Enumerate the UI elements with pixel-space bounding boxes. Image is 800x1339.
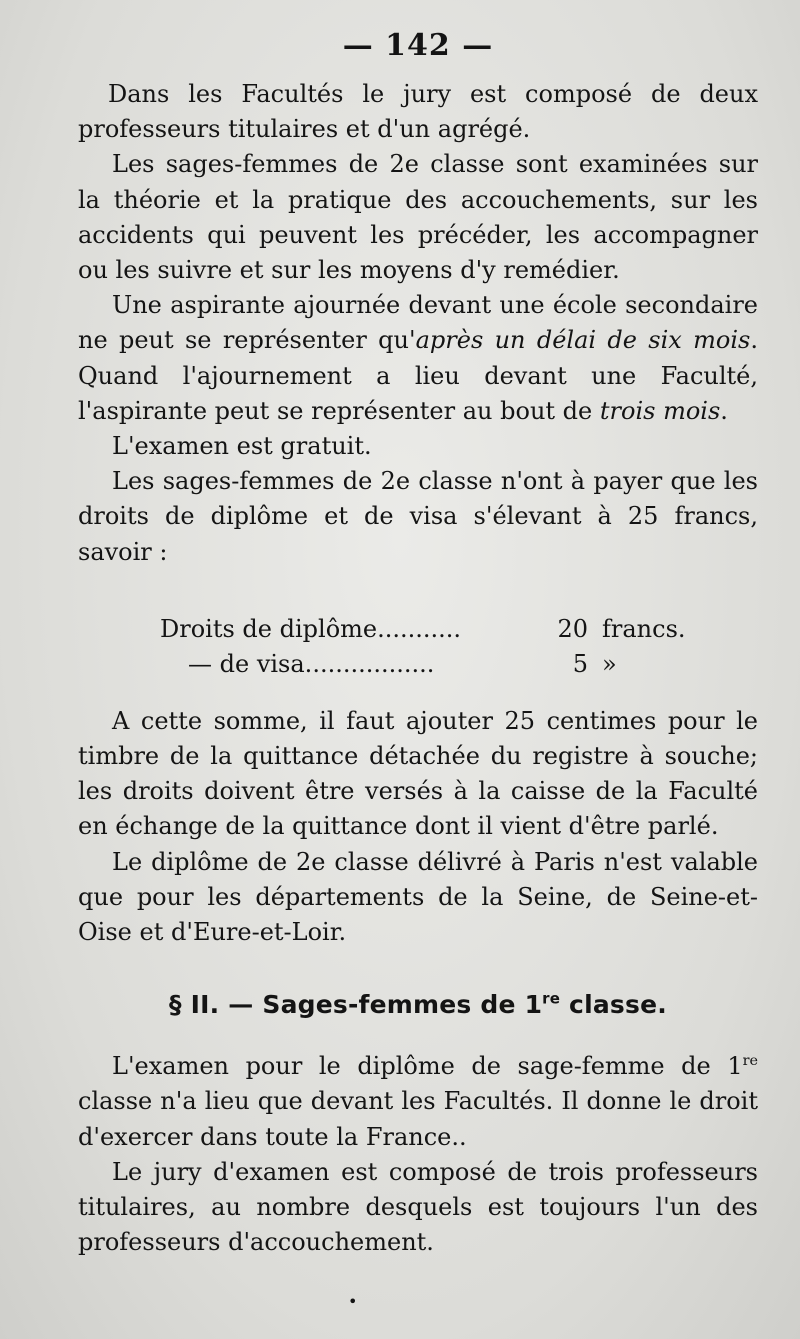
superscript: re xyxy=(742,1053,758,1070)
paragraph-validite-diplome: Le diplôme de 2e classe délivré à Paris n'est valable que pour les départements de la Seine, de Seine-et-Oise et d'Eure-et-Loir. xyxy=(78,847,758,947)
footer-mark: • xyxy=(348,1292,358,1311)
text-segment: . xyxy=(720,396,728,425)
paragraph-examen-premiere-classe xyxy=(78,1049,758,1155)
fee-unit: francs. xyxy=(602,614,686,643)
fee-amount: 5 xyxy=(572,649,588,678)
heading-text: § II. — Sages-femmes de 1 xyxy=(169,990,543,1020)
paragraph-jury-facultes: Dans les Facultés le jury est composé de deux professeurs titulaires et d'un agrégé. xyxy=(78,80,758,144)
paragraph-gratuit: L'examen est gratuit. xyxy=(112,432,372,461)
fee-label: Droits de diplôme........... xyxy=(160,614,462,643)
page-number: — 142 — xyxy=(342,28,494,63)
fee-table xyxy=(78,612,758,682)
text-segment: . Quand l'ajournement a lieu devant une Faculté, l'aspirante peut se représenter au bout de xyxy=(78,326,758,425)
paragraph-ajournement xyxy=(78,288,758,429)
italic-delay-six-months: après un délai de six mois xyxy=(415,326,751,355)
text-segment: L'examen pour le diplôme de sage-femme de 1 xyxy=(112,1052,743,1081)
text-segment: classe n'a lieu que devant les Facultés. Il donne le droit d'exercer dans toute la France.. xyxy=(78,1087,758,1151)
fee-label: — de visa................. xyxy=(188,649,435,678)
fee-row-visa xyxy=(78,647,758,682)
section-heading xyxy=(78,990,758,1019)
paragraph-examen-contenu: Les sages-femmes de 2e classe sont examinées sur la théorie et la pratique des accouchements, sur les accidents qui peuvent les précéder, les accompagner ou les suivre et sur les moyens d'y remédier. xyxy=(78,150,758,285)
heading-superscript: re xyxy=(542,989,561,1008)
fee-amount: 20 xyxy=(557,614,588,643)
heading-text: classe. xyxy=(560,990,667,1020)
fee-row-diplome xyxy=(78,612,758,647)
italic-three-months: trois mois xyxy=(599,396,721,425)
fee-unit: » xyxy=(602,649,617,678)
paragraph-droits: Les sages-femmes de 2e classe n'ont à payer que les droits de diplôme et de visa s'élevant à 25 francs, savoir : xyxy=(78,467,758,566)
paragraph-jury-premiere-classe: Le jury d'examen est composé de trois professeurs titulaires, au nombre desquels est toujours l'un des professeurs d'accouchement. xyxy=(78,1157,758,1257)
text-segment: Une aspirante ajournée devant une école secondaire ne peut se représenter qu' xyxy=(78,291,758,355)
paragraph-timbre: A cette somme, il faut ajouter 25 centimes pour le timbre de la quittance détachée du registre à souche; les droits doivent être versés à la caisse de la Faculté en échange de la quittance dont il vient d'être parlé. xyxy=(78,706,758,841)
